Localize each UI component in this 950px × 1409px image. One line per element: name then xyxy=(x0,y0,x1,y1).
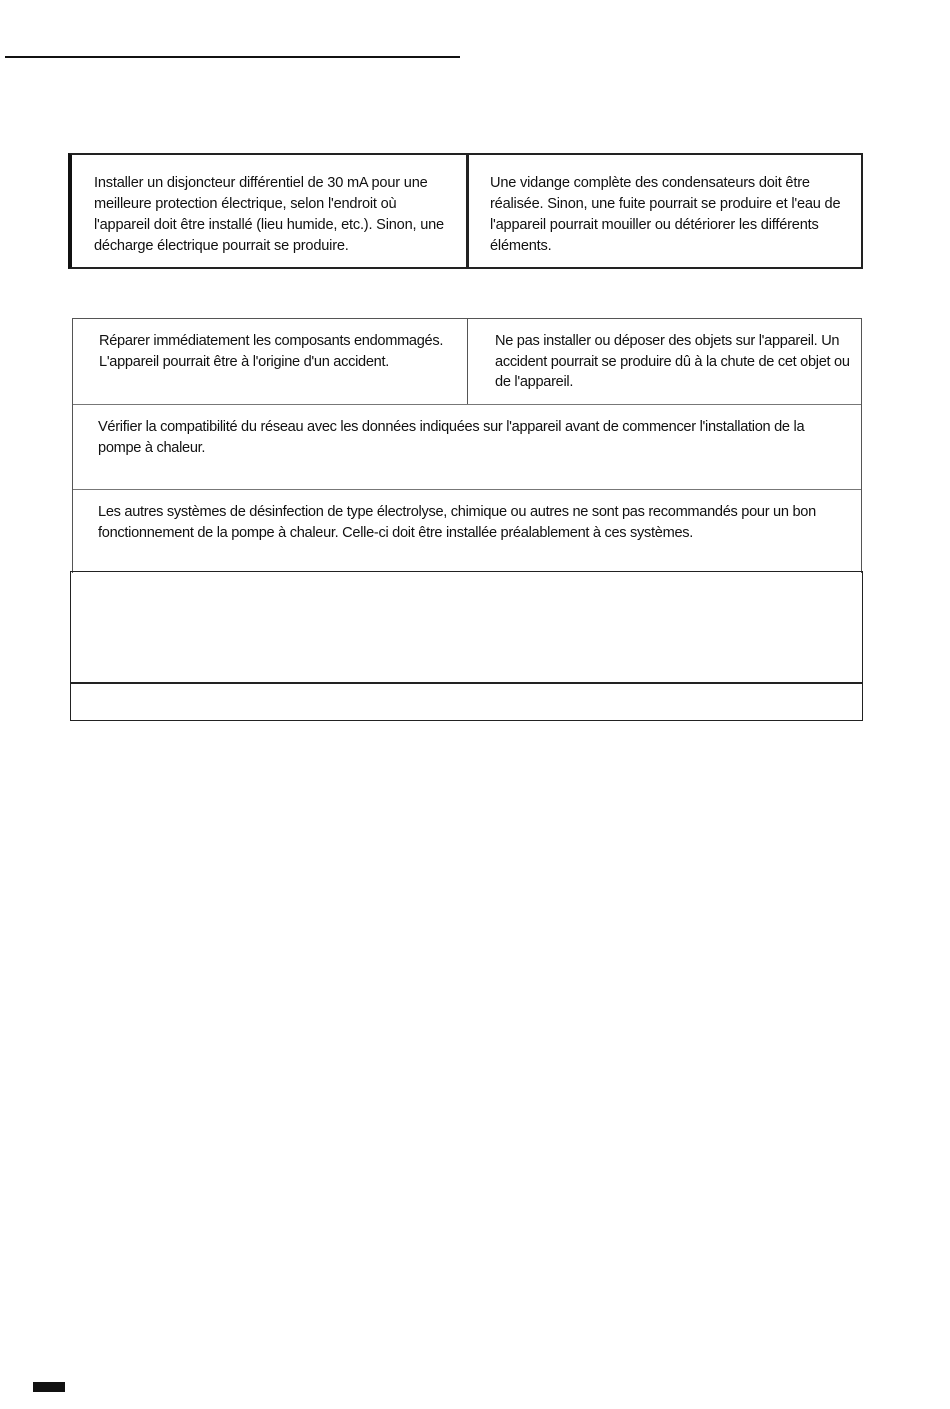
table-row xyxy=(73,405,861,490)
warning-cell-network-compatibility: Vérifier la compatibilité du réseau avec les données indiquées sur l'appareil avant de commencer l'installation de la pompe à chaleur. xyxy=(98,419,805,456)
warning-cell-disinfection-systems: Les autres systèmes de désinfection de type électrolyse, chimique ou autres ne sont pas recommandés pour un bon fonctionnement de la pompe à chaleur. Celle-ci doit être installée préalablement à ces systèmes. xyxy=(98,504,816,541)
empty-box-footer xyxy=(70,682,863,721)
warning-table-1 xyxy=(68,153,863,269)
warning-cell-no-objects: Ne pas installer ou déposer des objets sur l'appareil. Un accident pourrait se produire dû à la chute de cet objet ou de l'appareil. xyxy=(495,333,850,390)
table-row xyxy=(73,490,861,573)
table-row xyxy=(73,319,861,405)
page-marker xyxy=(33,1382,65,1392)
header-rule xyxy=(5,56,460,58)
warning-cell-condenser-drain: Une vidange complète des condensateurs doit être réalisée. Sinon, une fuite pourrait se produire et l'eau de l'appareil pourrait mouiller ou détériorer les différents éléments. xyxy=(490,175,841,254)
warning-cell-differential-breaker: Installer un disjoncteur différentiel de 30 mA pour une meilleure protection électrique, selon l'endroit où l'appareil doit être installé (lieu humide, etc.). Sinon, une décharge électrique pourrait se produire. xyxy=(72,155,469,267)
warning-table-2 xyxy=(72,318,862,573)
warning-cell-repair-components: Réparer immédiatement les composants endommagés. L'appareil pourrait être à l'origine d'un accident. xyxy=(73,319,468,404)
empty-box xyxy=(70,571,863,683)
